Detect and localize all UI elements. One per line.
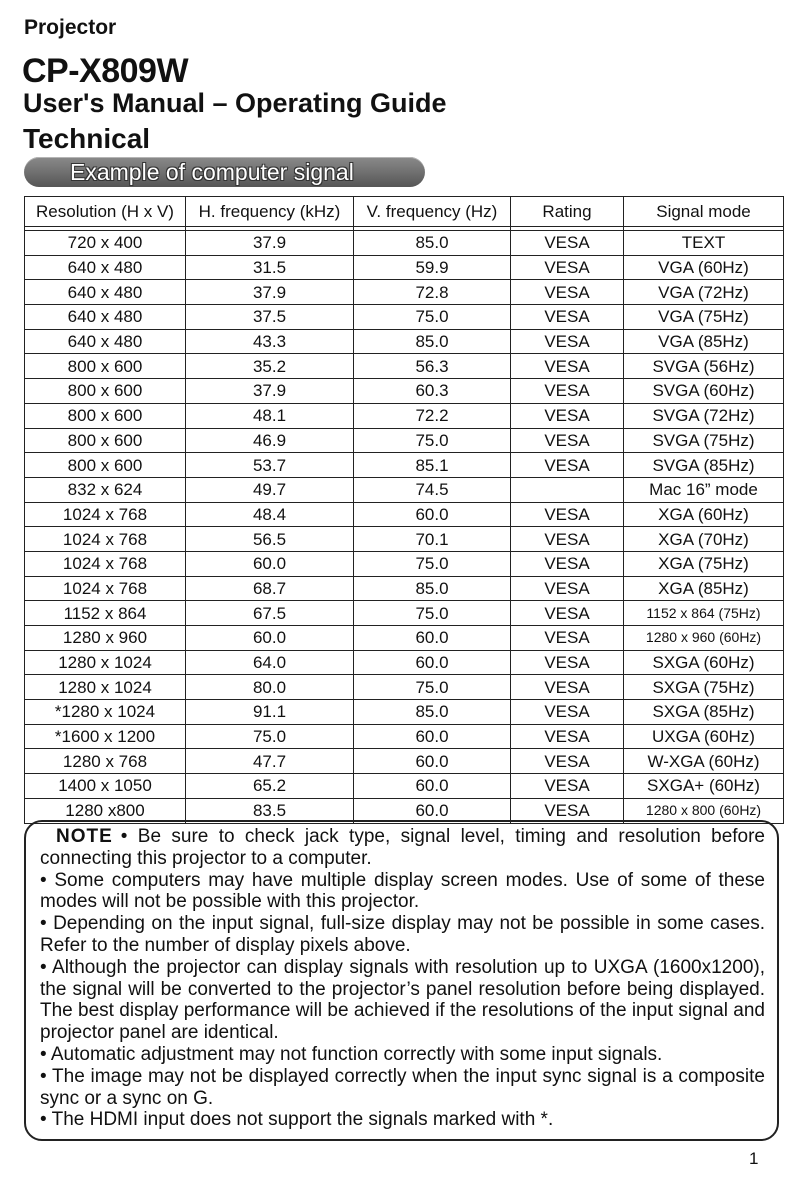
rating-cell <box>511 477 624 502</box>
table-row <box>25 551 784 576</box>
rating-cell: VESA <box>511 551 624 576</box>
resolution-cell: 640 x 480 <box>25 255 186 280</box>
signal-mode-cell: SVGA (72Hz) <box>624 403 784 428</box>
v-frequency-cell: 60.0 <box>354 724 511 749</box>
signal-mode-cell: XGA (85Hz) <box>624 576 784 601</box>
v-frequency-cell: 60.0 <box>354 798 511 823</box>
note-item <box>40 826 765 870</box>
page-number: 1 <box>749 1149 759 1168</box>
resolution-cell: 640 x 480 <box>25 305 186 330</box>
table-row <box>25 453 784 478</box>
h-frequency-cell: 53.7 <box>186 453 354 478</box>
v-frequency-cell: 74.5 <box>354 477 511 502</box>
column-header: H. frequency (kHz) <box>186 197 354 227</box>
note-item: • Although the projector can display signals with resolution up to UXGA (1600x1200), the signal will be converted to the projector’s panel resolution before being displayed. The best display performance will be achieved if the resolutions of the input signal and projector panel are identical. <box>40 956 765 1044</box>
resolution-cell: 832 x 624 <box>25 477 186 502</box>
rating-cell: VESA <box>511 650 624 675</box>
h-frequency-cell: 80.0 <box>186 675 354 700</box>
table-row <box>25 527 784 552</box>
v-frequency-cell: 75.0 <box>354 601 511 626</box>
v-frequency-cell: 72.2 <box>354 403 511 428</box>
table-row <box>25 675 784 700</box>
resolution-cell: 1024 x 768 <box>25 502 186 527</box>
signal-mode-cell: SXGA (75Hz) <box>624 675 784 700</box>
resolution-cell: 720 x 400 <box>25 231 186 256</box>
note-item: • Some computers may have multiple display screen modes. Use of some of these modes will not be possible with this projector. <box>40 869 765 913</box>
table-row <box>25 576 784 601</box>
h-frequency-cell: 68.7 <box>186 576 354 601</box>
v-frequency-cell: 85.1 <box>354 453 511 478</box>
table-row <box>25 749 784 774</box>
rating-cell: VESA <box>511 749 624 774</box>
rating-cell: VESA <box>511 798 624 823</box>
h-frequency-cell: 43.3 <box>186 329 354 354</box>
table-row <box>25 601 784 626</box>
signal-mode-cell: VGA (75Hz) <box>624 305 784 330</box>
signal-mode-cell: SVGA (75Hz) <box>624 428 784 453</box>
h-frequency-cell: 37.9 <box>186 280 354 305</box>
rating-cell: VESA <box>511 280 624 305</box>
v-frequency-cell: 85.0 <box>354 576 511 601</box>
resolution-cell: 1280 x 960 <box>25 626 186 651</box>
resolution-cell: 1280 x800 <box>25 798 186 823</box>
table-row <box>25 428 784 453</box>
signal-mode-cell: SVGA (85Hz) <box>624 453 784 478</box>
resolution-cell: 1024 x 768 <box>25 527 186 552</box>
v-frequency-cell: 60.0 <box>354 749 511 774</box>
resolution-cell: 640 x 480 <box>25 329 186 354</box>
v-frequency-cell: 75.0 <box>354 305 511 330</box>
table-row <box>25 626 784 651</box>
resolution-cell: 1024 x 768 <box>25 551 186 576</box>
h-frequency-cell: 64.0 <box>186 650 354 675</box>
rating-cell: VESA <box>511 626 624 651</box>
table-header-row <box>25 197 784 227</box>
h-frequency-cell: 56.5 <box>186 527 354 552</box>
v-frequency-cell: 60.3 <box>354 379 511 404</box>
rating-cell: VESA <box>511 453 624 478</box>
resolution-cell: 1280 x 768 <box>25 749 186 774</box>
h-frequency-cell: 83.5 <box>186 798 354 823</box>
h-frequency-cell: 75.0 <box>186 724 354 749</box>
signal-mode-cell: 1280 x 800 (60Hz) <box>624 798 784 823</box>
h-frequency-cell: 46.9 <box>186 428 354 453</box>
rating-cell: VESA <box>511 231 624 256</box>
note-item-text: • Be sure to check jack type, signal level, timing and resolution before connecting this projector to a computer. <box>40 826 765 869</box>
signal-table <box>24 196 784 824</box>
v-frequency-cell: 75.0 <box>354 428 511 453</box>
signal-mode-cell: 1280 x 960 (60Hz) <box>624 626 784 651</box>
resolution-cell: 1152 x 864 <box>25 601 186 626</box>
rating-cell: VESA <box>511 428 624 453</box>
section-title: Technical <box>23 123 151 154</box>
h-frequency-cell: 48.4 <box>186 502 354 527</box>
signal-mode-cell: SVGA (60Hz) <box>624 379 784 404</box>
h-frequency-cell: 37.5 <box>186 305 354 330</box>
v-frequency-cell: 85.0 <box>354 231 511 256</box>
note-item: • The image may not be displayed correctly when the input sync signal is a composite sync or a sync on G. <box>40 1065 765 1109</box>
h-frequency-cell: 31.5 <box>186 255 354 280</box>
table-row <box>25 724 784 749</box>
rating-cell: VESA <box>511 724 624 749</box>
resolution-cell: 800 x 600 <box>25 354 186 379</box>
signal-mode-cell: XGA (60Hz) <box>624 502 784 527</box>
model-title: CP-X809W <box>22 52 189 90</box>
h-frequency-cell: 60.0 <box>186 626 354 651</box>
note-item: • The HDMI input does not support the signals marked with *. <box>40 1109 554 1131</box>
signal-mode-cell: W-XGA (60Hz) <box>624 749 784 774</box>
table-row <box>25 403 784 428</box>
v-frequency-cell: 59.9 <box>354 255 511 280</box>
v-frequency-cell: 60.0 <box>354 774 511 799</box>
resolution-cell: 800 x 600 <box>25 403 186 428</box>
v-frequency-cell: 72.8 <box>354 280 511 305</box>
signal-mode-cell: SXGA (60Hz) <box>624 650 784 675</box>
h-frequency-cell: 65.2 <box>186 774 354 799</box>
signal-mode-cell: TEXT <box>624 231 784 256</box>
table-row <box>25 379 784 404</box>
h-frequency-cell: 60.0 <box>186 551 354 576</box>
rating-cell: VESA <box>511 576 624 601</box>
v-frequency-cell: 75.0 <box>354 551 511 576</box>
manual-title: User's Manual – Operating Guide <box>23 88 447 118</box>
rating-cell: VESA <box>511 305 624 330</box>
table-row <box>25 354 784 379</box>
h-frequency-cell: 67.5 <box>186 601 354 626</box>
subsection-heading-text: Example of computer signal <box>70 159 354 185</box>
rating-cell: VESA <box>511 255 624 280</box>
v-frequency-cell: 85.0 <box>354 700 511 725</box>
rating-cell: VESA <box>511 601 624 626</box>
table-row <box>25 231 784 256</box>
resolution-cell: *1600 x 1200 <box>25 724 186 749</box>
resolution-cell: 1024 x 768 <box>25 576 186 601</box>
table-row <box>25 329 784 354</box>
signal-mode-cell: XGA (75Hz) <box>624 551 784 576</box>
resolution-cell: 800 x 600 <box>25 453 186 478</box>
resolution-cell: *1280 x 1024 <box>25 700 186 725</box>
note-label: NOTE <box>56 826 113 847</box>
signal-mode-cell: SVGA (56Hz) <box>624 354 784 379</box>
resolution-cell: 1400 x 1050 <box>25 774 186 799</box>
h-frequency-cell: 35.2 <box>186 354 354 379</box>
rating-cell: VESA <box>511 403 624 428</box>
resolution-cell: 1280 x 1024 <box>25 675 186 700</box>
v-frequency-cell: 60.0 <box>354 650 511 675</box>
rating-cell: VESA <box>511 379 624 404</box>
signal-mode-cell: VGA (60Hz) <box>624 255 784 280</box>
h-frequency-cell: 49.7 <box>186 477 354 502</box>
note-content <box>40 826 765 1131</box>
table-row <box>25 477 784 502</box>
table-row <box>25 650 784 675</box>
note-item: • Automatic adjustment may not function correctly with some input signals. <box>40 1043 663 1065</box>
signal-mode-cell: SXGA (85Hz) <box>624 700 784 725</box>
table-row <box>25 255 784 280</box>
column-header: V. frequency (Hz) <box>354 197 511 227</box>
column-header: Rating <box>511 197 624 227</box>
note-item: • Depending on the input signal, full-size display may not be possible in some cases. Refer to the number of display pixels above. <box>40 913 765 956</box>
rating-cell: VESA <box>511 700 624 725</box>
table-row <box>25 305 784 330</box>
h-frequency-cell: 47.7 <box>186 749 354 774</box>
signal-mode-cell: VGA (72Hz) <box>624 280 784 305</box>
h-frequency-cell: 37.9 <box>186 379 354 404</box>
h-frequency-cell: 37.9 <box>186 231 354 256</box>
v-frequency-cell: 60.0 <box>354 502 511 527</box>
v-frequency-cell: 56.3 <box>354 354 511 379</box>
signal-mode-cell: XGA (70Hz) <box>624 527 784 552</box>
resolution-cell: 640 x 480 <box>25 280 186 305</box>
h-frequency-cell: 48.1 <box>186 403 354 428</box>
subsection-heading <box>24 157 425 187</box>
v-frequency-cell: 75.0 <box>354 675 511 700</box>
product-label: Projector <box>24 16 117 39</box>
column-header: Resolution (H x V) <box>25 197 186 227</box>
rating-cell: VESA <box>511 354 624 379</box>
v-frequency-cell: 70.1 <box>354 527 511 552</box>
rating-cell: VESA <box>511 774 624 799</box>
v-frequency-cell: 60.0 <box>354 626 511 651</box>
rating-cell: VESA <box>511 329 624 354</box>
rating-cell: VESA <box>511 675 624 700</box>
resolution-cell: 800 x 600 <box>25 428 186 453</box>
v-frequency-cell: 85.0 <box>354 329 511 354</box>
rating-cell: VESA <box>511 527 624 552</box>
rating-cell: VESA <box>511 502 624 527</box>
table-row <box>25 700 784 725</box>
column-header: Signal mode <box>624 197 784 227</box>
signal-mode-cell: SXGA+ (60Hz) <box>624 774 784 799</box>
table-row <box>25 280 784 305</box>
signal-mode-cell: VGA (85Hz) <box>624 329 784 354</box>
signal-mode-cell: 1152 x 864 (75Hz) <box>624 601 784 626</box>
signal-mode-cell: Mac 16” mode <box>624 477 784 502</box>
resolution-cell: 800 x 600 <box>25 379 186 404</box>
h-frequency-cell: 91.1 <box>186 700 354 725</box>
signal-mode-cell: UXGA (60Hz) <box>624 724 784 749</box>
table-row <box>25 774 784 799</box>
table-body <box>25 227 784 824</box>
table-row <box>25 502 784 527</box>
resolution-cell: 1280 x 1024 <box>25 650 186 675</box>
